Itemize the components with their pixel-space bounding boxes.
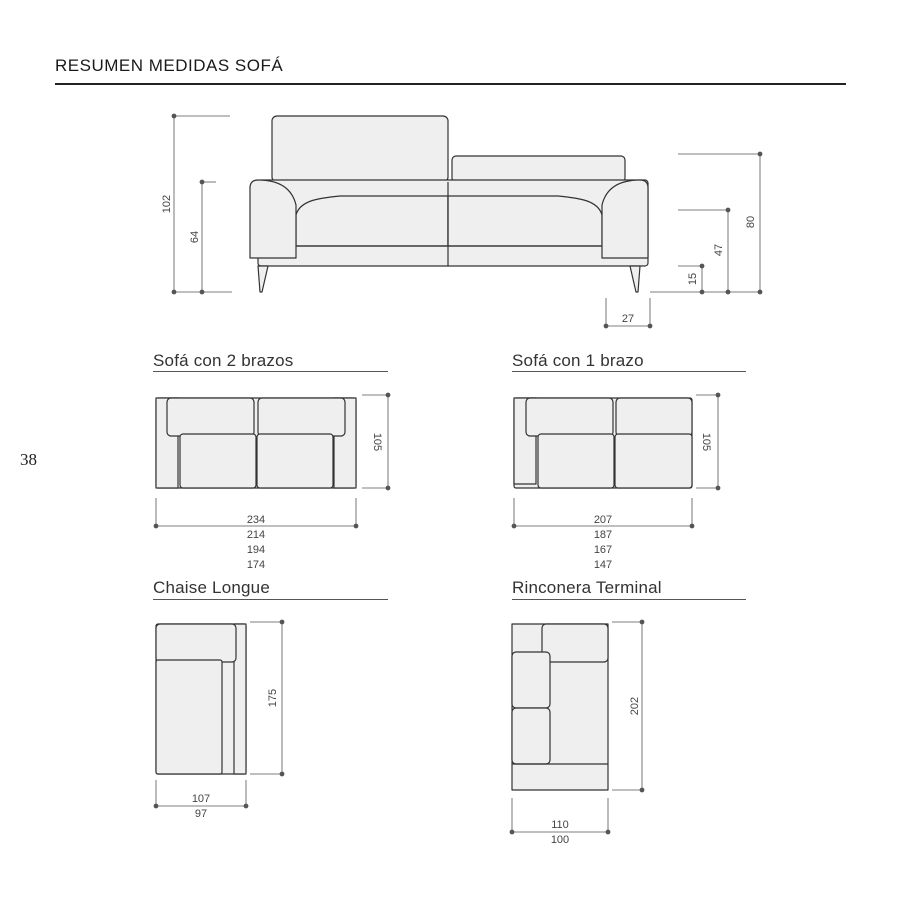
dim-one-arm-width-4: 147 (593, 559, 613, 571)
dim-one-arm-depth: 105 (700, 432, 712, 452)
headrest-right (452, 156, 625, 182)
plan-corner-back-cushion-top (542, 624, 608, 662)
dim-one-arm-width-1: 207 (593, 514, 613, 526)
plan-two-arms (156, 398, 356, 488)
dim-total-height: 102 (161, 194, 173, 214)
dim-corner-depth: 202 (629, 696, 641, 716)
plan-seat-right (615, 434, 692, 488)
plan-back-cushion-left (526, 398, 613, 436)
plan-corner (512, 624, 608, 790)
dim-two-arms-width-4: 174 (246, 559, 266, 571)
plan-chaise-back-cushion (156, 624, 236, 662)
dim-arm-height: 64 (189, 230, 201, 244)
section-title-chaise: Chaise Longue (153, 578, 270, 597)
seat-cushion-right (448, 196, 602, 246)
plan-seat-left (538, 434, 614, 488)
leg-right (630, 266, 640, 292)
plan-chaise-seat (156, 660, 222, 774)
dim-arm-width: 27 (621, 313, 635, 325)
armrest-left (250, 180, 296, 258)
plan-back-cushion-right (616, 398, 692, 436)
page-title: RESUMEN MEDIDAS SOFÁ (55, 56, 284, 75)
dim-two-arms-depth: 105 (371, 432, 383, 452)
dim-one-arm-width-3: 167 (593, 544, 613, 556)
dim-one-arm-width-2: 187 (593, 529, 613, 541)
dim-corner-width-1: 110 (551, 819, 569, 831)
dim-leg-height: 15 (687, 272, 699, 286)
plan-chaise (156, 624, 246, 774)
dim-back-height: 80 (745, 215, 757, 229)
dim-corner-width-2: 100 (550, 834, 570, 846)
plan-corner-back-cushion-upper (512, 652, 550, 708)
plan-back-cushion-left (167, 398, 254, 436)
headrest-left (272, 116, 448, 182)
plan-one-arm (514, 398, 692, 488)
dim-two-arms-width-3: 194 (246, 544, 266, 556)
armrest-right (602, 180, 648, 258)
dim-chaise-depth: 175 (267, 688, 279, 708)
dim-chaise-width-2: 97 (194, 808, 208, 820)
dim-chaise-width-1: 107 (191, 793, 211, 805)
plan-seat-right (257, 434, 333, 488)
dim-two-arms-width-2: 214 (246, 529, 266, 541)
section-title-one-arm: Sofá con 1 brazo (512, 351, 644, 370)
dim-seat-height: 47 (713, 243, 725, 257)
plan-seat-left (180, 434, 256, 488)
sofa-front-view (250, 116, 648, 292)
plan-corner-back-cushion-lower (512, 708, 550, 764)
section-title-two-arms: Sofá con 2 brazos (153, 351, 294, 370)
seat-cushion-left (296, 196, 448, 246)
page-number: 38 (20, 450, 37, 469)
plan-back-cushion-right (258, 398, 345, 436)
leg-left (258, 266, 268, 292)
dim-two-arms-width-1: 234 (246, 514, 266, 526)
section-title-corner: Rinconera Terminal (512, 578, 662, 597)
